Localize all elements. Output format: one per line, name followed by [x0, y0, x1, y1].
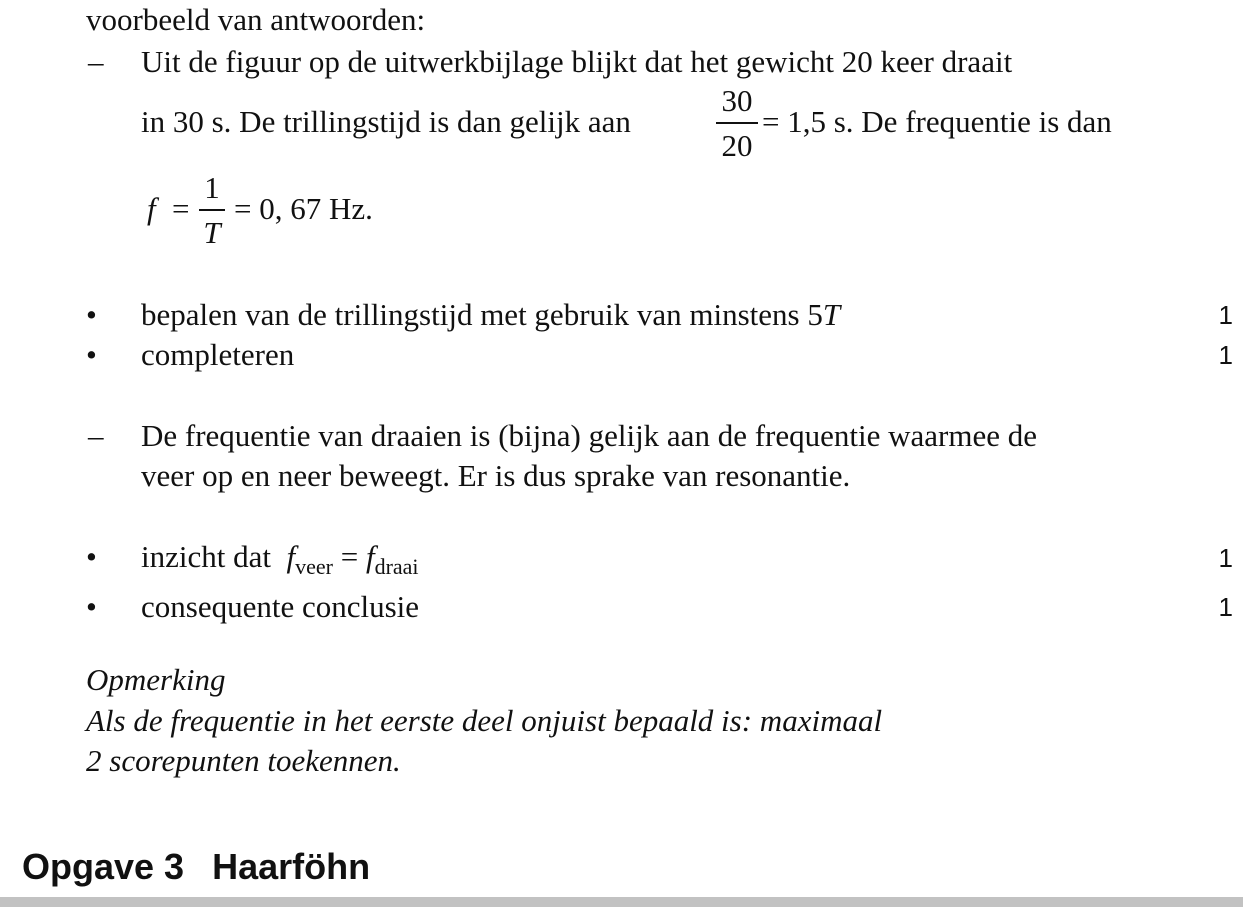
formula-f: f: [147, 191, 156, 226]
formula-result: = 0, 67 Hz.: [234, 191, 373, 226]
intro-text: voorbeeld van antwoorden:: [86, 2, 426, 37]
section-number: Opgave 3: [22, 846, 185, 887]
scoring1-item-2: completeren: [141, 337, 295, 372]
remark-line1: Als de frequentie in het eerste deel onjuist bepaald is: maximaal: [86, 703, 883, 738]
scoring2-points-2: 1: [1218, 592, 1233, 622]
answer1-line1: Uit de figuur op de uitwerkbijlage blijkt dat het gewicht 20 keer draait: [141, 44, 1013, 79]
bullet-marker: •: [86, 337, 97, 372]
dash-marker: –: [88, 418, 104, 453]
fraction-numerator: 30: [721, 83, 753, 118]
formula-bar: [199, 209, 225, 211]
answer2-line2: veer op en neer beweegt. Er is dus sprake van resonantie.: [141, 458, 851, 493]
subscript-veer: veer: [295, 554, 333, 579]
fraction-bar: [716, 122, 758, 124]
remark-line2: 2 scorepunten toekennen.: [86, 743, 401, 778]
scoring-variable-T: T: [822, 297, 841, 332]
scoring-text: inzicht dat: [141, 539, 271, 574]
section-heading: [22, 845, 370, 889]
dash-marker: –: [88, 44, 104, 79]
scoring-text: bepalen van de trillingstijd met gebruik van minstens 5: [141, 297, 823, 332]
answer1-line2-prefix: in 30 s. De trillingstijd is dan gelijk aan: [141, 104, 631, 139]
scoring1-points-1: 1: [1218, 300, 1233, 330]
formula-denominator: T: [203, 215, 221, 250]
section-title: Haarföhn: [212, 846, 371, 887]
scoring1-item-1: [141, 297, 840, 333]
scoring2-item-1: [141, 539, 419, 579]
remark-title: Opmerking: [86, 662, 226, 697]
subscript-draai: draai: [374, 554, 419, 579]
formula-equals: =: [340, 539, 359, 574]
answer1-line2-suffix: = 1,5 s. De frequentie is dan: [762, 104, 1112, 139]
scoring2-points-1: 1: [1218, 543, 1233, 573]
formula-f-draai: f: [365, 539, 375, 574]
bullet-marker: •: [86, 589, 97, 624]
formula-equals: =: [172, 191, 190, 226]
formula-f-veer: f: [286, 539, 296, 574]
bullet-marker: •: [86, 297, 97, 332]
bullet-marker: •: [86, 539, 97, 574]
answer2-line1: De frequentie van draaien is (bijna) gelijk aan de frequentie waarmee de: [141, 418, 1037, 453]
scoring2-item-2: consequente conclusie: [141, 589, 420, 624]
scoring1-points-2: 1: [1218, 340, 1233, 370]
formula-numerator: 1: [204, 170, 220, 205]
fraction-denominator: 20: [721, 128, 753, 163]
page-divider-bar: [0, 897, 1243, 907]
